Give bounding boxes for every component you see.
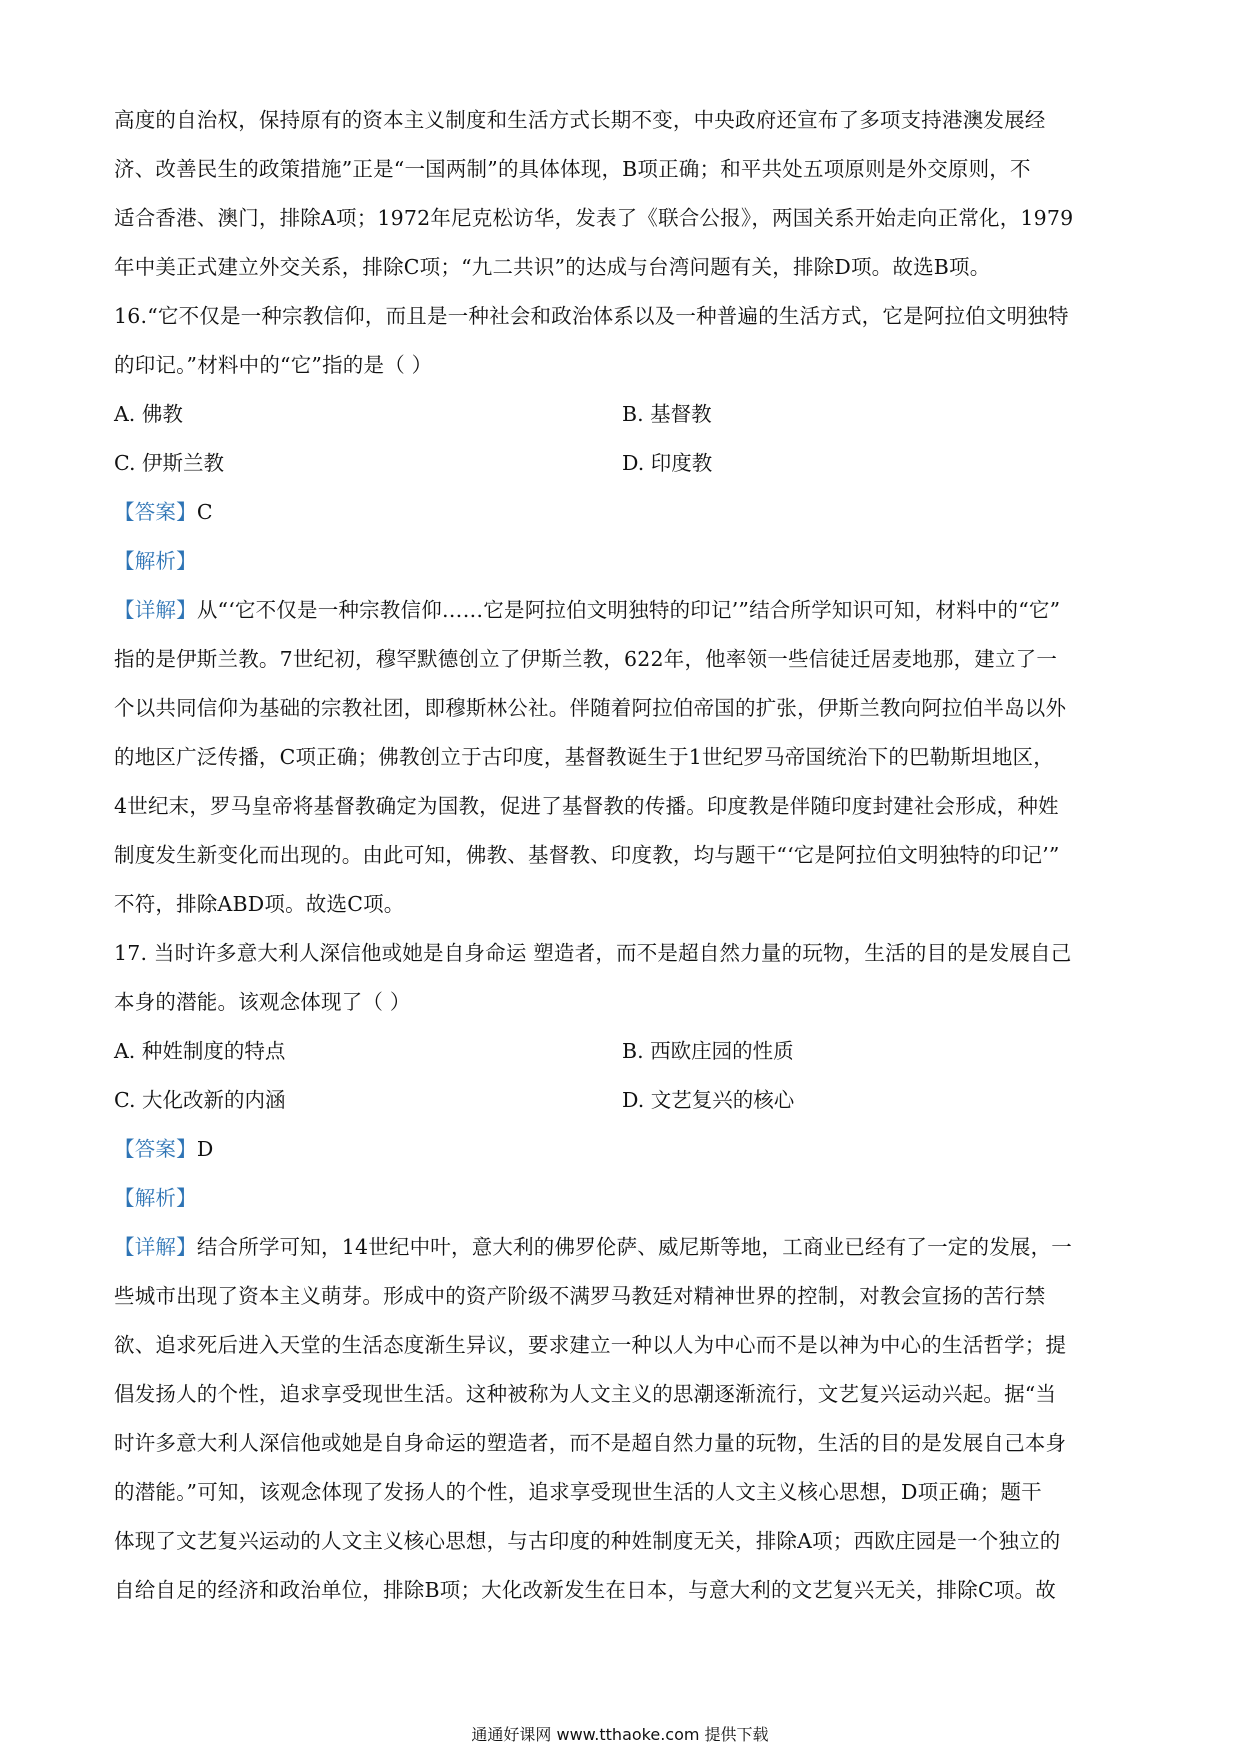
question-17-options-row (114, 1027, 1130, 1076)
paragraph-line: 济、改善民生的政策措施”正是“一国两制”的具体体现，B项正确；和平共处五项原则是外交原则，不 (114, 157, 1031, 181)
paragraph-line: 高度的自治权，保持原有的资本主义制度和生活方式长期不变，中央政府还宣布了多项支持港澳发展经 (114, 108, 1046, 132)
option-c: C. 伊斯兰教 (114, 451, 224, 475)
analysis-line (114, 537, 1130, 586)
detail-line: 的地区广泛传播，C项正确；佛教创立于古印度，基督教诞生于1世纪罗马帝国统治下的巴勒斯坦地区， (114, 745, 1054, 769)
option-a: A. 佛教 (114, 402, 183, 426)
option-d: D. 印度教 (622, 451, 713, 475)
analysis-line (114, 1174, 1130, 1223)
option-d: D. 文艺复兴的核心 (622, 1088, 795, 1112)
question-16-stem: 16.“它不仅是一种宗教信仰，而且是一种社会和政治体系以及一种普遍的生活方式，它是阿拉伯文明独特 (114, 304, 1069, 328)
document-page (114, 96, 1130, 1615)
paragraph-line: 年中美正式建立外交关系，排除C项；“九二共识”的达成与台湾问题有关，排除D项。故选B项。 (114, 255, 991, 279)
detail-line: 个以共同信仰为基础的宗教社团，即穆斯林公社。伴随着阿拉伯帝国的扩张，伊斯兰教向阿拉伯半岛以外 (114, 696, 1067, 720)
question-17-options-row (114, 1076, 1130, 1125)
question-17-stem: 本身的潜能。该观念体现了（ ） (114, 990, 411, 1014)
answer-tag: 【答案】 (114, 1137, 197, 1161)
detail-line: 指的是伊斯兰教。7世纪初，穆罕默德创立了伊斯兰教，622年，他率领一些信徒迁居麦地那，建立了一 (114, 647, 1058, 671)
page-footer: 通通好课网 www.tthaoke.com 提供下载 (471, 1725, 769, 1744)
question-16-options-row (114, 439, 1130, 488)
question-16-options-row (114, 390, 1130, 439)
answer-value: D (196, 1137, 214, 1161)
detail-line: 时许多意大利人深信他或她是自身命运的塑造者，而不是超自然力量的玩物，生活的目的是发展自己本身 (114, 1431, 1067, 1455)
answer-line (114, 1125, 1130, 1174)
detail-line (114, 586, 1130, 635)
detail-line: 欲、追求死后进入天堂的生活态度渐生异议，要求建立一种以人为中心而不是以神为中心的生活哲学；提 (114, 1333, 1067, 1357)
detail-line: 不符，排除ABD项。故选C项。 (114, 892, 405, 916)
detail-text: 从“‘它不仅是一种宗教信仰……它是阿拉伯文明独特的印记’”结合所学知识可知，材料中的“它” (196, 598, 1061, 622)
detail-text: 结合所学可知，14世纪中叶，意大利的佛罗伦萨、威尼斯等地，工商业已经有了一定的发展，一 (196, 1235, 1072, 1259)
detail-line: 的潜能。”可知，该观念体现了发扬人的个性，追求享受现世生活的人文主义核心思想，D项正确；题干 (114, 1480, 1042, 1504)
option-b: B. 西欧庄园的性质 (622, 1039, 794, 1063)
detail-line: 4世纪末，罗马皇帝将基督教确定为国教，促进了基督教的传播。印度教是伴随印度封建社会形成，种姓 (114, 794, 1059, 818)
option-a: A. 种姓制度的特点 (114, 1039, 286, 1063)
detail-tag: 【详解】 (114, 1235, 197, 1259)
answer-line (114, 488, 1130, 537)
detail-line: 自给自足的经济和政治单位，排除B项；大化改新发生在日本，与意大利的文艺复兴无关，排除C项。故 (114, 1578, 1056, 1602)
detail-line: 些城市出现了资本主义萌芽。形成中的资产阶级不满罗马教廷对精神世界的控制，对教会宣扬的苦行禁 (114, 1284, 1046, 1308)
answer-value: C (196, 500, 213, 524)
paragraph-line: 适合香港、澳门，排除A项；1972年尼克松访华，发表了《联合公报》，两国关系开始走向正常化，1979 (114, 206, 1074, 230)
question-16-stem: 的印记。”材料中的“它”指的是（ ） (114, 353, 433, 377)
detail-line (114, 1223, 1130, 1272)
answer-tag: 【答案】 (114, 500, 197, 524)
detail-tag: 【详解】 (114, 598, 197, 622)
analysis-tag: 【解析】 (114, 549, 197, 573)
detail-line: 倡发扬人的个性，追求享受现世生活。这种被称为人文主义的思潮逐渐流行，文艺复兴运动兴起。据“当 (114, 1382, 1057, 1406)
question-17-stem: 17. 当时许多意大利人深信他或她是自身命运 塑造者，而不是超自然力量的玩物，生活的目的是发展自己 (114, 941, 1072, 965)
detail-line: 体现了文艺复兴运动的人文主义核心思想，与古印度的种姓制度无关，排除A项；西欧庄园是一个独立的 (114, 1529, 1061, 1553)
option-c: C. 大化改新的内涵 (114, 1088, 286, 1112)
detail-line: 制度发生新变化而出现的。由此可知，佛教、基督教、印度教，均与题干“‘它是阿拉伯文明独特的印记’” (114, 843, 1060, 867)
option-b: B. 基督教 (622, 402, 712, 426)
analysis-tag: 【解析】 (114, 1186, 197, 1210)
